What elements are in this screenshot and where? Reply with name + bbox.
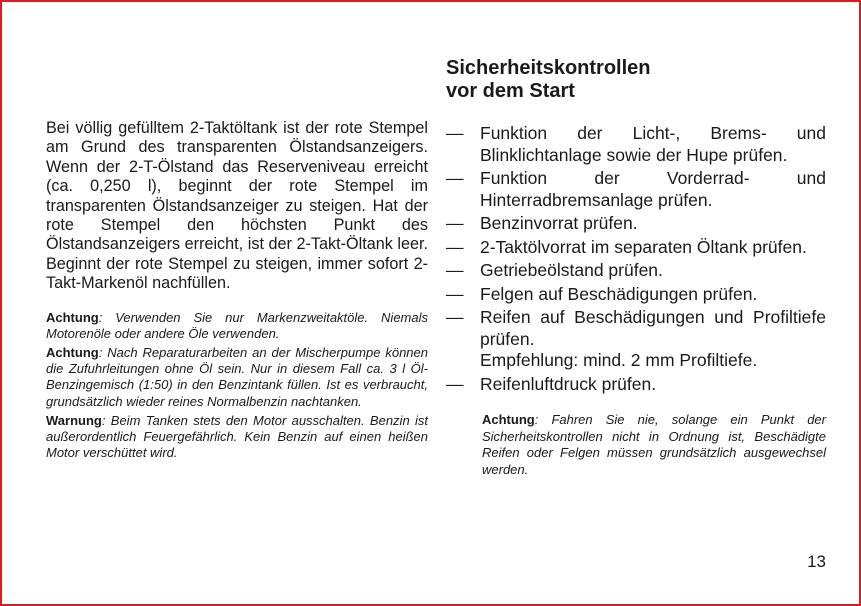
heading-line-2: vor dem Start [446,80,575,102]
note-label: Warnung [46,412,102,428]
oil-level-paragraph: Bei völlig gefülltem 2-Taktöltank ist der rote Stempel am Grund des transparenten Ölstandsanzeigers. Wenn der 2-T-Ölstand das Reserveniveau erreicht (ca. 0,250 l), beginnt der rote Stempel im transparenten Ölstandsanzeiger zu steigen. Hat der rote Stempel den höchsten Punkt des Ölstandsanzeigers erreicht, ist der 2-Takt-Öltank leer. Beginnt der rote Stempel zu steigen, immer sofort 2-Takt-Markenöl nachfüllen. [46,119,428,293]
checklist-item-text: Reifen auf Beschädigungen und Profiltiefe prüfen. [480,307,826,349]
checklist-item [446,307,826,372]
dash-bullet: — [446,373,464,394]
page-number: 13 [807,552,826,571]
right-column [446,57,826,478]
dash-bullet: — [446,213,464,233]
checklist-item-text: Felgen auf Beschädigungen prüfen. [480,283,758,304]
dash-bullet: — [446,260,464,280]
checklist-item-text: Funktion der Vorderrad- und Hinterradbremsanlage prüfen. [480,168,826,210]
note-warning-3 [46,413,428,462]
left-column [46,119,428,464]
profile-depth-recommendation: Empfehlung: mind. 2 mm Profiltiefe. [480,350,758,370]
note-text: : Beim Tanken stets den Motor ausschalten. Benzin ist außerordentlich Feuergefährlich. Kein Benzin auf einen heißen Motor verschüttet wird. [46,412,428,461]
note-text: : Nach Reparaturarbeiten an der Mischerpumpe können die Zufuhrleitungen ohne Öl sein. Nur in diesem Fall ca. 3 l Öl-Benzingemisch (1:50) in den Benzintank füllen. Ist es verbraucht, grundsätzlich wieder reines Normalbenzin nachtanken. [46,345,428,409]
dash-bullet: — [446,283,464,304]
dash-bullet: — [446,168,464,188]
checklist-item [446,260,826,282]
dash-bullet: — [446,236,464,257]
note-text: : Verwenden Sie nur Markenzweitaktöle. Niemals Motorenöle oder andere Öle verwenden. [46,309,428,341]
note-warning-2 [46,345,428,410]
checklist-item-text: Reifenluftdruck prüfen. [480,373,657,394]
heading-line-1: Sicherheitskontrollen [446,57,651,79]
checklist-item [446,374,826,396]
checklist-item [446,123,826,166]
checklist-item [446,213,826,235]
note-label: Achtung [46,309,99,325]
checklist-item [446,168,826,211]
checklist-item [446,237,826,259]
left-notes [46,310,428,462]
note-warning-1 [46,310,428,342]
right-note [446,412,826,478]
dash-bullet: — [446,123,464,143]
checklist-item-text: Getriebeölstand prüfen. [480,260,663,280]
safety-checklist [446,123,826,395]
note-label: Achtung [482,412,535,427]
dash-bullet: — [446,307,464,327]
checklist-item-text: 2-Taktölvorrat im separaten Öltank prüfen. [480,236,807,257]
checklist-item [446,284,826,306]
checklist-item-text: Benzinvorrat prüfen. [480,213,638,233]
note-label: Achtung [46,345,99,361]
section-heading [446,57,826,103]
checklist-item-text: Funktion der Licht-, Brems- und Blinklichtanlage sowie der Hupe prüfen. [480,123,826,165]
note-text: : Fahren Sie nie, solange ein Punkt der Sicherheitskontrollen nicht in Ordnung ist, Beschädigte Reifen oder Felgen müssen grundsätzlich ausgewechsel werden. [482,412,826,477]
